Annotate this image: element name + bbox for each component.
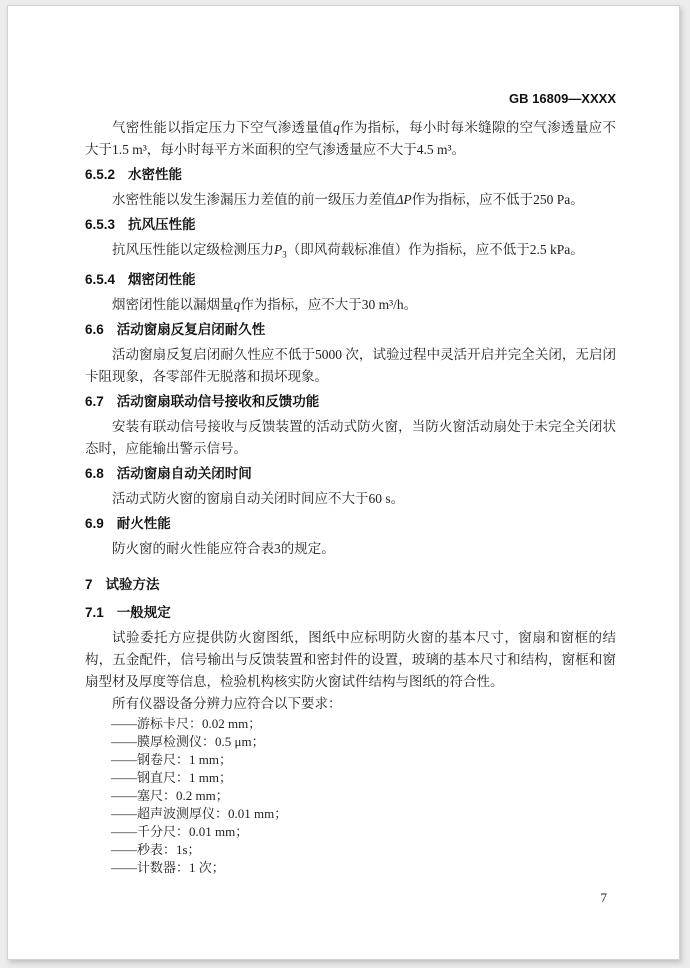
para-text-pre: 烟密闭性能以漏烟量	[112, 296, 234, 312]
heading-6-5-2	[85, 164, 616, 186]
variable-delta-p: ΔP	[395, 192, 412, 207]
para-general-provisions: 试验委托方应提供防火窗图纸，图纸中应标明防火窗的基本尺寸，窗扇和窗框的结构，五金配件，信号输出与反馈装置和密封件的设置，玻璃的基本尺寸和结构，窗框和窗扇型材及厚度等信息，检验机构核实防火窗试件结构与图纸的符合性。	[85, 629, 616, 689]
page-number: 7	[600, 890, 607, 905]
para-signal-feedback: 安装有联动信号接收与反馈装置的活动式防火窗，当防火窗活动扇处于未完全关闭状态时，应能输出警示信号。	[85, 418, 616, 456]
section-number: 6.6	[85, 321, 104, 337]
chapter-number: 7	[85, 576, 93, 592]
list-item-vernier-caliper: ——游标卡尺：0.02 mm；	[111, 715, 262, 731]
variable-p3	[274, 242, 287, 260]
section-number: 7.1	[85, 604, 104, 620]
para-smoke-tightness	[85, 294, 616, 316]
heading-6-7	[85, 391, 616, 413]
section-title: 水密性能	[128, 167, 183, 182]
section-number: 6.5.3	[85, 217, 116, 232]
list-item-counter: ——计数器：1 次；	[111, 859, 225, 875]
para-instrument-requirements-intro: 所有仪器设备分辨力应符合以下要求：	[112, 695, 342, 711]
variable-q: q	[233, 296, 241, 312]
list-item-ultrasonic-thickness-gauge: ——超声波测厚仪：0.01 mm；	[111, 805, 288, 821]
para-text-post: 作为指标，应不大于30 m³/h。	[240, 296, 418, 312]
section-title: 耐火性能	[116, 515, 171, 531]
list-item-micrometer: ——千分尺：0.01 mm；	[111, 823, 249, 839]
section-title: 烟密闭性能	[128, 271, 196, 287]
heading-7-1	[85, 602, 616, 624]
heading-6-9	[85, 513, 616, 535]
section-number: 6.7	[85, 393, 104, 409]
chapter-title: 试验方法	[105, 576, 160, 592]
para-text-post: （即风荷载标准值）作为指标，应不低于2.5 kPa。	[286, 242, 584, 257]
section-number: 6.5.2	[85, 167, 116, 182]
heading-6-6	[85, 319, 616, 341]
variable-p: P	[274, 242, 283, 257]
section-number: 6.9	[85, 515, 104, 531]
para-text-post: 作为指标，每小时每米缝隙的空气渗透量应不大于1.5 m³，每小时每平方米面积的空气渗透量应不大于4.5 m³。	[85, 120, 616, 157]
section-title: 活动窗扇联动信号接收和反馈功能	[116, 393, 320, 409]
section-title: 活动窗扇反复启闭耐久性	[116, 321, 266, 337]
heading-7	[85, 574, 616, 596]
section-number: 6.8	[85, 465, 104, 481]
section-title: 活动窗扇自动关闭时间	[116, 465, 252, 481]
list-item-feeler-gauge: ——塞尺：0.2 mm；	[111, 787, 229, 803]
variable-subscript: 3	[282, 249, 287, 260]
variable-q: q	[333, 120, 340, 135]
section-number: 6.5.4	[85, 271, 116, 287]
para-fire-resistance: 防火窗的耐火性能应符合表3的规定。	[112, 540, 335, 556]
list-item-stopwatch: ——秒表：1s；	[111, 841, 201, 857]
section-title: 一般规定	[116, 604, 171, 620]
list-item-film-thickness-gauge: ——膜厚检测仪：0.5 μm；	[111, 733, 265, 749]
heading-6-5-4	[85, 269, 616, 291]
para-wind-load-resistance	[85, 239, 616, 266]
doc-code-header: GB 16809—XXXX	[509, 91, 616, 106]
para-text-pre: 抗风压性能以定级检测压力	[112, 242, 274, 257]
list-item-steel-ruler: ——钢直尺：1 mm；	[111, 769, 232, 785]
instrument-list	[85, 715, 616, 877]
para-text-pre: 气密性能以指定压力下空气渗透量值	[112, 120, 333, 135]
para-water-tightness	[85, 189, 616, 211]
list-item-steel-tape: ——钢卷尺：1 mm；	[111, 751, 232, 767]
para-auto-close-time: 活动式防火窗的窗扇自动关闭时间应不大于60 s。	[112, 490, 405, 506]
para-durability: 活动窗扇反复启闭耐久性应不低于5000 次，试验过程中灵活开启并完全关闭，无启闭卡阻现象，各零部件无脱落和损坏现象。	[85, 346, 616, 384]
heading-6-5-3	[85, 214, 616, 236]
para-air-permeability	[85, 117, 616, 161]
para-text-pre: 水密性能以发生渗漏压力差值的前一级压力差值	[112, 192, 396, 207]
document-page	[7, 5, 680, 960]
section-title: 抗风压性能	[128, 217, 196, 232]
heading-6-8	[85, 463, 616, 485]
para-text-post: 作为指标，应不低于250 Pa。	[411, 192, 584, 207]
